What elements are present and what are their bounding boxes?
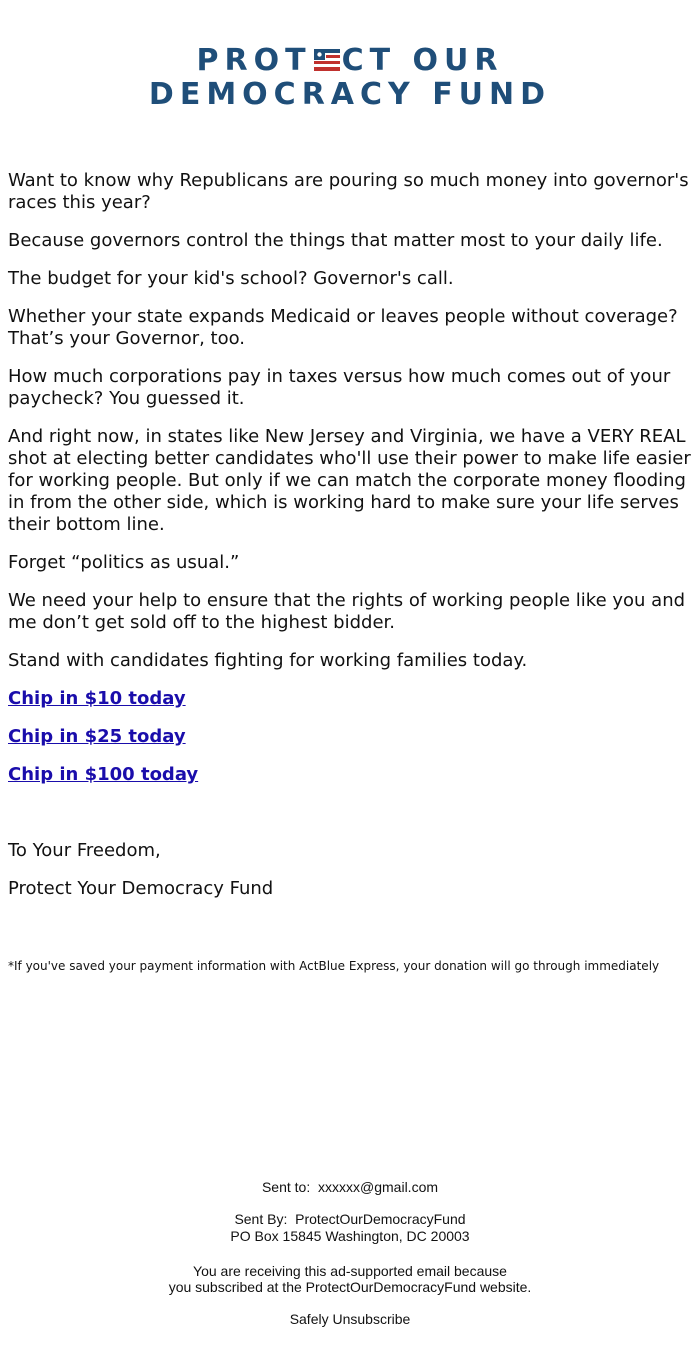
donation-links bbox=[8, 688, 694, 786]
sent-to-value: xxxxxx@gmail.com bbox=[318, 1179, 439, 1195]
unsubscribe-link[interactable]: Safely Unsubscribe bbox=[289, 1311, 411, 1327]
chip-in-10-link[interactable]: Chip in $10 today bbox=[8, 688, 186, 709]
body-paragraph-6: And right now, in states like New Jersey and Virginia, we have a VERY REAL shot at electing better candidates who'll use their power to make life easier for working people. But only if we can match the corporate money flooding in from the other side, which is working hard to make sure your life serves their bottom line. bbox=[8, 426, 691, 535]
body-paragraph-2: Because governors control the things that matter most to your daily life. bbox=[8, 230, 663, 251]
body-paragraph-7: Forget “politics as usual.” bbox=[8, 552, 240, 573]
body-paragraph-5: How much corporations pay in taxes versus how much comes out of your paycheck? You guessed it. bbox=[8, 366, 671, 409]
chip-in-25-link[interactable]: Chip in $25 today bbox=[8, 726, 186, 747]
body-paragraph-4: Whether your state expands Medicaid or leaves people without coverage? That’s your Governor, too. bbox=[8, 306, 678, 349]
brand-logo bbox=[0, 44, 700, 112]
footer-sent-to bbox=[0, 1179, 700, 1196]
signoff bbox=[8, 840, 273, 916]
email-body bbox=[8, 170, 694, 802]
body-paragraph-8: We need your help to ensure that the rights of working people like you and me don’t get sold off to the highest bidder. bbox=[8, 590, 686, 633]
footer-receiving-line-1: You are receiving this ad-supported email because bbox=[193, 1263, 507, 1279]
body-paragraph-1: Want to know why Republicans are pouring so much money into governor's races this year? bbox=[8, 170, 689, 213]
footer-sent-by bbox=[0, 1211, 700, 1228]
flag-e-icon bbox=[314, 49, 340, 71]
body-paragraph-3: The budget for your kid's school? Governor's call. bbox=[8, 268, 454, 289]
logo-text-a: PROT bbox=[196, 43, 312, 78]
logo-text-b: CT OUR bbox=[341, 43, 504, 78]
footer-receiving-line-2: you subscribed at the ProtectOurDemocracyFund website. bbox=[168, 1279, 532, 1295]
sent-by-value: ProtectOurDemocracyFund bbox=[295, 1211, 466, 1227]
chip-in-100-link[interactable]: Chip in $100 today bbox=[8, 764, 199, 785]
logo-line-1 bbox=[0, 44, 700, 78]
sent-to-label: Sent to: bbox=[261, 1179, 311, 1195]
closing-text: To Your Freedom, bbox=[8, 840, 161, 861]
sent-by-label: Sent By: bbox=[234, 1211, 288, 1227]
logo-line-2: DEMOCRACY FUND bbox=[148, 77, 552, 112]
actblue-note: *If you've saved your payment information with ActBlue Express, your donation will go through immediately bbox=[8, 959, 660, 973]
signer-text: Protect Your Democracy Fund bbox=[8, 878, 274, 899]
body-paragraph-9: Stand with candidates fighting for working families today. bbox=[8, 650, 528, 671]
footer-address: PO Box 15845 Washington, DC 20003 bbox=[230, 1228, 470, 1244]
